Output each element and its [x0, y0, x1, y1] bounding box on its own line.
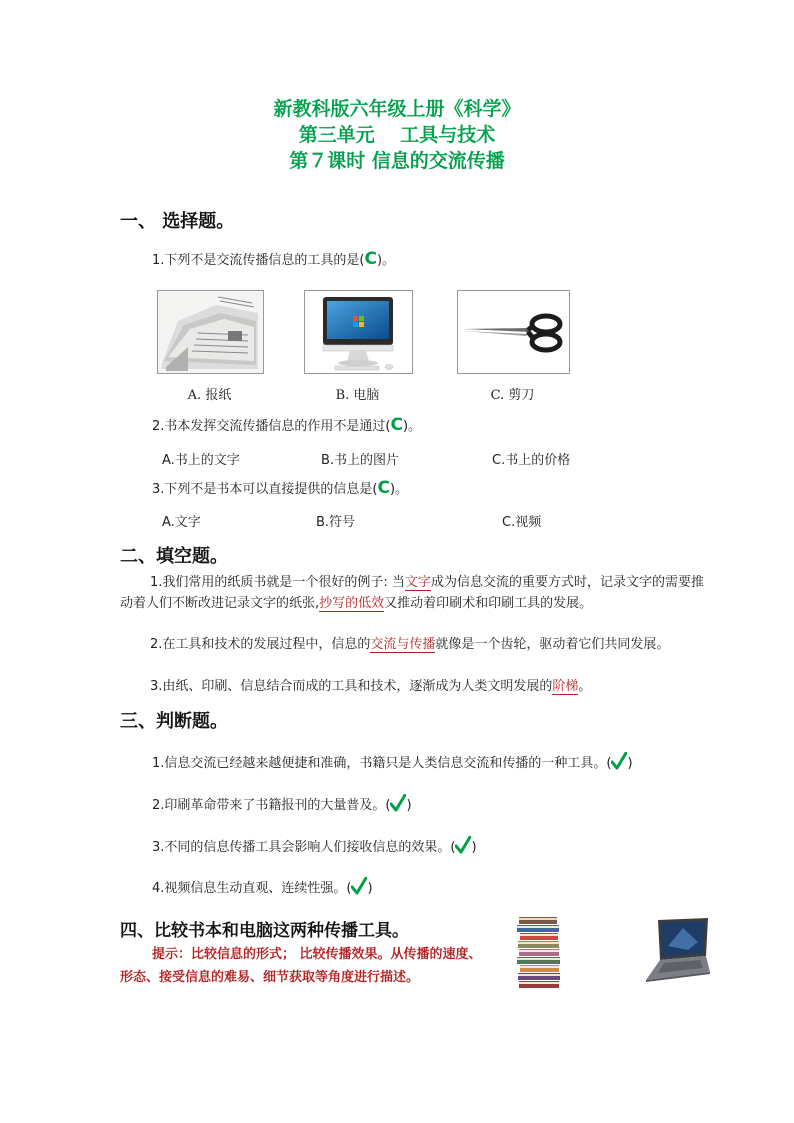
- judge-close: ): [471, 840, 477, 855]
- q3-option-a: A.文字: [162, 515, 201, 530]
- doc-title: 新教科版六年级上册《科学》: [273, 98, 521, 120]
- fill-text: 3.由纸、印刷、信息结合而成的工具和技术，逐渐成为人类文明发展的: [150, 679, 553, 694]
- unit-title: 第三单元 工具与技术: [298, 124, 496, 146]
- fill-paragraph-1: [120, 572, 710, 614]
- hint-line-2: 形态、接受信息的难易、细节获取等角度进行描述。: [120, 970, 420, 985]
- judge-item-4: [152, 877, 373, 896]
- question-3: [152, 478, 408, 498]
- question-3-close: )。: [389, 482, 409, 497]
- fill-answer: 文字: [404, 575, 431, 590]
- question-1-close: )。: [376, 253, 396, 268]
- question-2-text: 2.书本发挥交流传播信息的作用不是通过(: [152, 419, 391, 434]
- judge-close: ): [406, 798, 412, 813]
- fill-answer: 交流与传播: [370, 637, 436, 652]
- q3-option-c: C.视频: [502, 515, 542, 530]
- checkmark-icon: [455, 836, 471, 854]
- section-1-title: 一、 选择题。: [120, 211, 235, 232]
- answer-3: C: [377, 478, 390, 498]
- checkmark-icon: [611, 752, 627, 770]
- fill-text: 2.在工具和技术的发展过程中，信息的: [150, 637, 371, 652]
- question-2-close: )。: [402, 419, 422, 434]
- fill-text: 1.我们常用的纸质书就是一个很好的例子: 当: [150, 575, 405, 590]
- question-3-text: 3.下列不是书本可以直接提供的信息是(: [152, 482, 378, 497]
- judge-item-1: [152, 752, 633, 771]
- judge-item-2: [152, 794, 412, 813]
- caption-newspaper: A. 报纸: [187, 388, 232, 403]
- q2-option-b: B.书上的图片: [321, 453, 400, 468]
- fill-answer: 抄写的低效: [319, 596, 385, 611]
- judge-text: 4.视频信息生动直观、连续性强。(: [152, 881, 352, 896]
- answer-2: C: [390, 415, 403, 435]
- q2-option-c: C.书上的价格: [492, 453, 571, 468]
- q2-option-a: A.书上的文字: [162, 453, 240, 468]
- checkmark-icon: [390, 794, 406, 812]
- book-stack-image: [515, 915, 563, 989]
- scissors-image: [457, 290, 570, 374]
- judge-item-3: [152, 836, 477, 855]
- fill-paragraph-3: [120, 676, 710, 697]
- question-2: [152, 415, 421, 435]
- judge-text: 1.信息交流已经越来越便捷和准确，书籍只是人类信息交流和传播的一种工具。(: [152, 756, 612, 771]
- question-1-text: 1.下列不是交流传播信息的工具的是(: [152, 253, 365, 268]
- newspaper-image: [157, 290, 264, 374]
- fill-text: 成为信息交流的重要方式时，记录文字的需要推动着人们不断改进记录文字的纸张,: [120, 575, 704, 611]
- caption-computer: B. 电脑: [335, 388, 380, 403]
- judge-text: 2.印刷革命带来了书籍报刊的大量普及。(: [152, 798, 391, 813]
- section-3-title: 三、判断题。: [120, 711, 228, 732]
- fill-text: 就像是一个齿轮，驱动着它们共同发展。: [435, 637, 670, 652]
- question-1: [152, 249, 395, 269]
- fill-paragraph-2: [120, 634, 710, 655]
- laptop-image: [638, 916, 712, 984]
- q3-option-b: B.符号: [316, 515, 356, 530]
- section-4-title: 四、比较书本和电脑这两种传播工具。: [120, 921, 409, 941]
- fill-text: 。: [578, 679, 592, 694]
- hint-line-1: 提示：比较信息的形式； 比较传播效果。从传播的速度、: [152, 947, 482, 962]
- judge-text: 3.不同的信息传播工具会影响人们接收信息的效果。(: [152, 840, 456, 855]
- checkmark-icon: [351, 877, 367, 895]
- judge-close: ): [367, 881, 373, 896]
- fill-answer: 阶梯: [552, 679, 579, 694]
- judge-close: ): [627, 756, 633, 771]
- section-2-title: 二、填空题。: [120, 546, 228, 567]
- computer-image: [304, 290, 413, 374]
- answer-1: C: [364, 249, 377, 269]
- lesson-title: 第７课时 信息的交流传播: [289, 150, 505, 172]
- fill-text: 又推动着印刷术和印刷工具的发展。: [384, 596, 593, 611]
- caption-scissors: C. 剪刀: [490, 388, 535, 403]
